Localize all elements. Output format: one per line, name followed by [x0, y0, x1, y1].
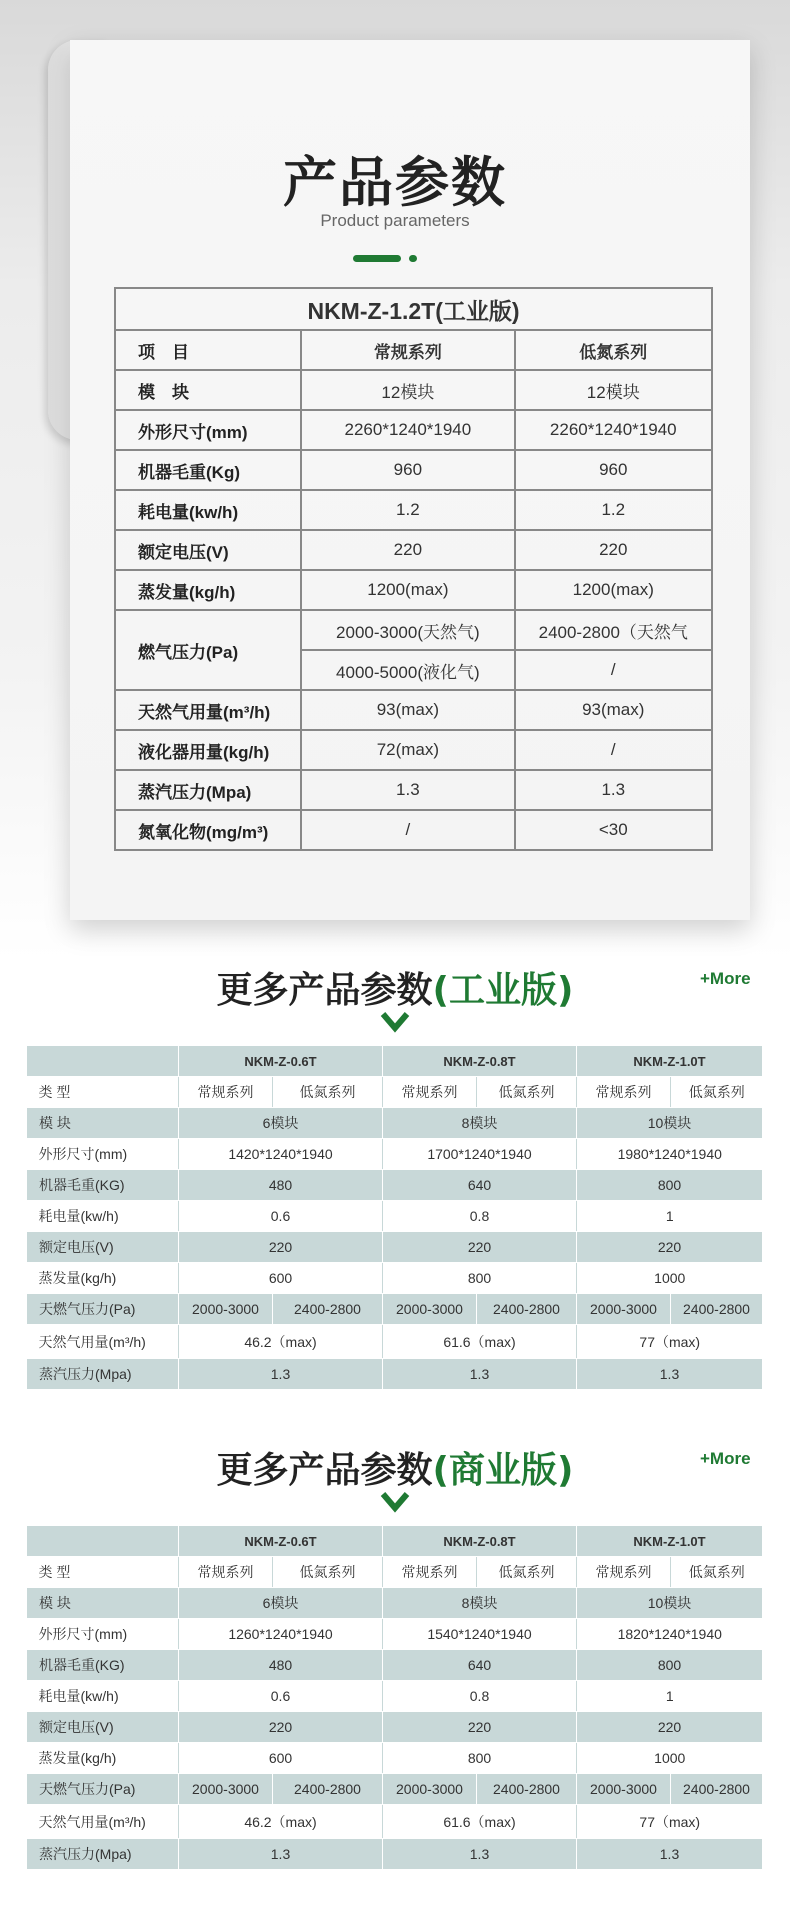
cell: 480: [179, 1170, 383, 1201]
cell: 220: [179, 1232, 383, 1263]
cell: 2000-3000: [179, 1294, 273, 1325]
row-label: 天燃气压力(Pa): [27, 1294, 179, 1325]
section-title-industrial: [0, 962, 790, 1013]
table-row: [27, 1232, 763, 1263]
cell: 220: [515, 530, 712, 570]
series-cell: 常规系列: [179, 1077, 273, 1108]
cell: 1000: [577, 1743, 763, 1774]
cell: 800: [383, 1743, 577, 1774]
more-link[interactable]: +More: [700, 1449, 751, 1468]
cell: 1.3: [179, 1839, 383, 1870]
table-row: [115, 610, 712, 650]
table-row: [27, 1557, 763, 1588]
cell: 8模块: [383, 1588, 577, 1619]
table-row: [27, 1139, 763, 1170]
row-label: 燃气压力(Pa): [115, 610, 301, 690]
cell: 2000-3000(天然气): [301, 610, 514, 650]
table-row: [27, 1681, 763, 1712]
cell: 1.3: [577, 1839, 763, 1870]
row-label: 外形尺寸(mm): [27, 1619, 179, 1650]
chevron-down-icon: [380, 1010, 410, 1034]
cell: 220: [179, 1712, 383, 1743]
cell: 10模块: [577, 1108, 763, 1139]
cell: 77（max): [577, 1325, 763, 1359]
model-header: NKM-Z-1.0T: [577, 1046, 763, 1077]
cell: 2400-2800: [477, 1774, 577, 1805]
table-row: [115, 450, 712, 490]
cell: 2260*1240*1940: [301, 410, 514, 450]
table-row: [27, 1712, 763, 1743]
spec-table-commercial: [26, 1525, 763, 1870]
cell: 12模块: [301, 370, 514, 410]
cell: 1.2: [515, 490, 712, 530]
cell: 0.6: [179, 1681, 383, 1712]
cell: 1200(max): [515, 570, 712, 610]
cell: 1: [577, 1201, 763, 1232]
cell: 2400-2800: [671, 1774, 763, 1805]
cell: 220: [301, 530, 514, 570]
section-title-highlight: (商业版): [432, 1450, 574, 1491]
table-row: [115, 810, 712, 850]
cell: 2400-2800（天然气: [515, 610, 712, 650]
series-cell: 常规系列: [577, 1557, 671, 1588]
table-row: [27, 1526, 763, 1557]
cell: 480: [179, 1650, 383, 1681]
cell: 77（max): [577, 1805, 763, 1839]
cell: 2400-2800: [273, 1294, 383, 1325]
cell: 1.3: [179, 1359, 383, 1390]
empty-cell: [27, 1046, 179, 1077]
cell: 1820*1240*1940: [577, 1619, 763, 1650]
model-header: NKM-Z-0.6T: [179, 1046, 383, 1077]
row-label: 蒸汽压力(Mpa): [27, 1839, 179, 1870]
row-label: 模 块: [27, 1588, 179, 1619]
cell: 1.3: [515, 770, 712, 810]
row-label: 氮氧化物(mg/m³): [115, 810, 301, 850]
table-row: [115, 730, 712, 770]
table-row: [115, 490, 712, 530]
cell: 1000: [577, 1263, 763, 1294]
cell: 61.6（max): [383, 1805, 577, 1839]
row-label: 蒸发量(kg/h): [115, 570, 301, 610]
series-cell: 低氮系列: [671, 1077, 763, 1108]
cell: 1200(max): [301, 570, 514, 610]
table-row: [27, 1774, 763, 1805]
cell: 1.3: [301, 770, 514, 810]
page-subtitle: Product parameters: [320, 211, 470, 230]
row-label: 机器毛重(Kg): [115, 450, 301, 490]
cell: 4000-5000(液化气): [301, 650, 514, 690]
row-label: 类 型: [27, 1557, 179, 1588]
title-underline-dot: [409, 255, 417, 262]
table-row: [115, 410, 712, 450]
table-row: [27, 1170, 763, 1201]
row-label: 模 块: [27, 1108, 179, 1139]
cell: 2000-3000: [577, 1774, 671, 1805]
row-label: 天然气用量(m³/h): [27, 1805, 179, 1839]
cell: /: [515, 650, 712, 690]
spec-table-industrial: [26, 1045, 763, 1390]
table-row: [27, 1359, 763, 1390]
table-row: [115, 570, 712, 610]
cell: 960: [515, 450, 712, 490]
series-cell: 低氮系列: [273, 1077, 383, 1108]
table-row: [27, 1805, 763, 1839]
row-label: 耗电量(kw/h): [27, 1201, 179, 1232]
row-label: 额定电压(V): [115, 530, 301, 570]
cell: 2400-2800: [477, 1294, 577, 1325]
row-label: 天然气用量(m³/h): [27, 1325, 179, 1359]
cell: 12模块: [515, 370, 712, 410]
cell: 2000-3000: [179, 1774, 273, 1805]
row-label: 天燃气压力(Pa): [27, 1774, 179, 1805]
chevron-down-icon: [380, 1490, 410, 1514]
table-row: [27, 1077, 763, 1108]
cell: 1540*1240*1940: [383, 1619, 577, 1650]
series-cell: 低氮系列: [477, 1077, 577, 1108]
title-underline-bar: [353, 255, 401, 262]
cell: 1.3: [383, 1839, 577, 1870]
cell: 220: [383, 1712, 577, 1743]
cell: 960: [301, 450, 514, 490]
cell: /: [515, 730, 712, 770]
main-model-title: NKM-Z-1.2T(工业版): [115, 288, 712, 330]
cell: 1980*1240*1940: [577, 1139, 763, 1170]
row-label: 耗电量(kw/h): [115, 490, 301, 530]
series-cell: 常规系列: [383, 1077, 477, 1108]
row-label: 机器毛重(KG): [27, 1650, 179, 1681]
row-label: 额定电压(V): [27, 1232, 179, 1263]
table-row: [27, 1263, 763, 1294]
cell: 61.6（max): [383, 1325, 577, 1359]
cell: 6模块: [179, 1108, 383, 1139]
cell: 600: [179, 1263, 383, 1294]
cell: 1420*1240*1940: [179, 1139, 383, 1170]
cell: 2400-2800: [671, 1294, 763, 1325]
cell: 1: [577, 1681, 763, 1712]
cell: 640: [383, 1170, 577, 1201]
cell: 800: [577, 1170, 763, 1201]
cell: 220: [577, 1232, 763, 1263]
table-row: [27, 1046, 763, 1077]
cell: 93(max): [515, 690, 712, 730]
row-label: 液化器用量(kg/h): [115, 730, 301, 770]
row-label: 外形尺寸(mm): [115, 410, 301, 450]
column-header: 常规系列: [301, 330, 514, 370]
series-cell: 常规系列: [179, 1557, 273, 1588]
cell: 220: [383, 1232, 577, 1263]
cell: <30: [515, 810, 712, 850]
table-row: [115, 690, 712, 730]
table-row: [115, 770, 712, 810]
cell: 2000-3000: [383, 1294, 477, 1325]
cell: 1.3: [577, 1359, 763, 1390]
cell: 800: [383, 1263, 577, 1294]
cell: 2400-2800: [273, 1774, 383, 1805]
row-label: 蒸汽压力(Mpa): [115, 770, 301, 810]
model-header: NKM-Z-1.0T: [577, 1526, 763, 1557]
page-title: 产品参数: [283, 151, 507, 214]
section-title-text: 更多产品参数: [216, 970, 433, 1011]
model-header: NKM-Z-0.6T: [179, 1526, 383, 1557]
section-title-text: 更多产品参数: [216, 1450, 433, 1491]
model-header: NKM-Z-0.8T: [383, 1046, 577, 1077]
cell: /: [301, 810, 514, 850]
empty-cell: [27, 1526, 179, 1557]
table-row: [27, 1619, 763, 1650]
table-row: [27, 1325, 763, 1359]
cell: 8模块: [383, 1108, 577, 1139]
cell: 640: [383, 1650, 577, 1681]
cell: 800: [577, 1650, 763, 1681]
row-label: 蒸发量(kg/h): [27, 1743, 179, 1774]
cell: 46.2（max): [179, 1325, 383, 1359]
table-row: [27, 1108, 763, 1139]
cell: 0.6: [179, 1201, 383, 1232]
cell: 220: [577, 1712, 763, 1743]
model-header: NKM-Z-0.8T: [383, 1526, 577, 1557]
row-label: 类 型: [27, 1077, 179, 1108]
table-row: [27, 1650, 763, 1681]
row-label: 模 块: [115, 370, 301, 410]
row-label: 蒸发量(kg/h): [27, 1263, 179, 1294]
section-title-highlight: (工业版): [432, 970, 574, 1011]
table-row: [27, 1588, 763, 1619]
cell: 72(max): [301, 730, 514, 770]
row-label: 蒸汽压力(Mpa): [27, 1359, 179, 1390]
table-row: [27, 1743, 763, 1774]
table-row: [115, 370, 712, 410]
cell: 0.8: [383, 1681, 577, 1712]
cell: 10模块: [577, 1588, 763, 1619]
cell: 1700*1240*1940: [383, 1139, 577, 1170]
row-label: 天然气用量(m³/h): [115, 690, 301, 730]
more-link[interactable]: +More: [700, 969, 751, 988]
row-label: 外形尺寸(mm): [27, 1139, 179, 1170]
table-row: [115, 530, 712, 570]
cell: 46.2（max): [179, 1805, 383, 1839]
cell: 600: [179, 1743, 383, 1774]
cell: 1.3: [383, 1359, 577, 1390]
cell: 2260*1240*1940: [515, 410, 712, 450]
column-header: 项 目: [115, 330, 301, 370]
main-spec-table: [114, 287, 713, 851]
table-row: [27, 1201, 763, 1232]
series-cell: 低氮系列: [671, 1557, 763, 1588]
cell: 1260*1240*1940: [179, 1619, 383, 1650]
section-title-commercial: [0, 1442, 790, 1493]
column-header: 低氮系列: [515, 330, 712, 370]
row-label: 耗电量(kw/h): [27, 1681, 179, 1712]
cell: 93(max): [301, 690, 514, 730]
series-cell: 低氮系列: [273, 1557, 383, 1588]
row-label: 机器毛重(KG): [27, 1170, 179, 1201]
cell: 2000-3000: [383, 1774, 477, 1805]
series-cell: 常规系列: [383, 1557, 477, 1588]
cell: 2000-3000: [577, 1294, 671, 1325]
table-row: [27, 1839, 763, 1870]
row-label: 额定电压(V): [27, 1712, 179, 1743]
cell: 1.2: [301, 490, 514, 530]
table-row: [27, 1294, 763, 1325]
cell: 6模块: [179, 1588, 383, 1619]
series-cell: 常规系列: [577, 1077, 671, 1108]
cell: 0.8: [383, 1201, 577, 1232]
series-cell: 低氮系列: [477, 1557, 577, 1588]
